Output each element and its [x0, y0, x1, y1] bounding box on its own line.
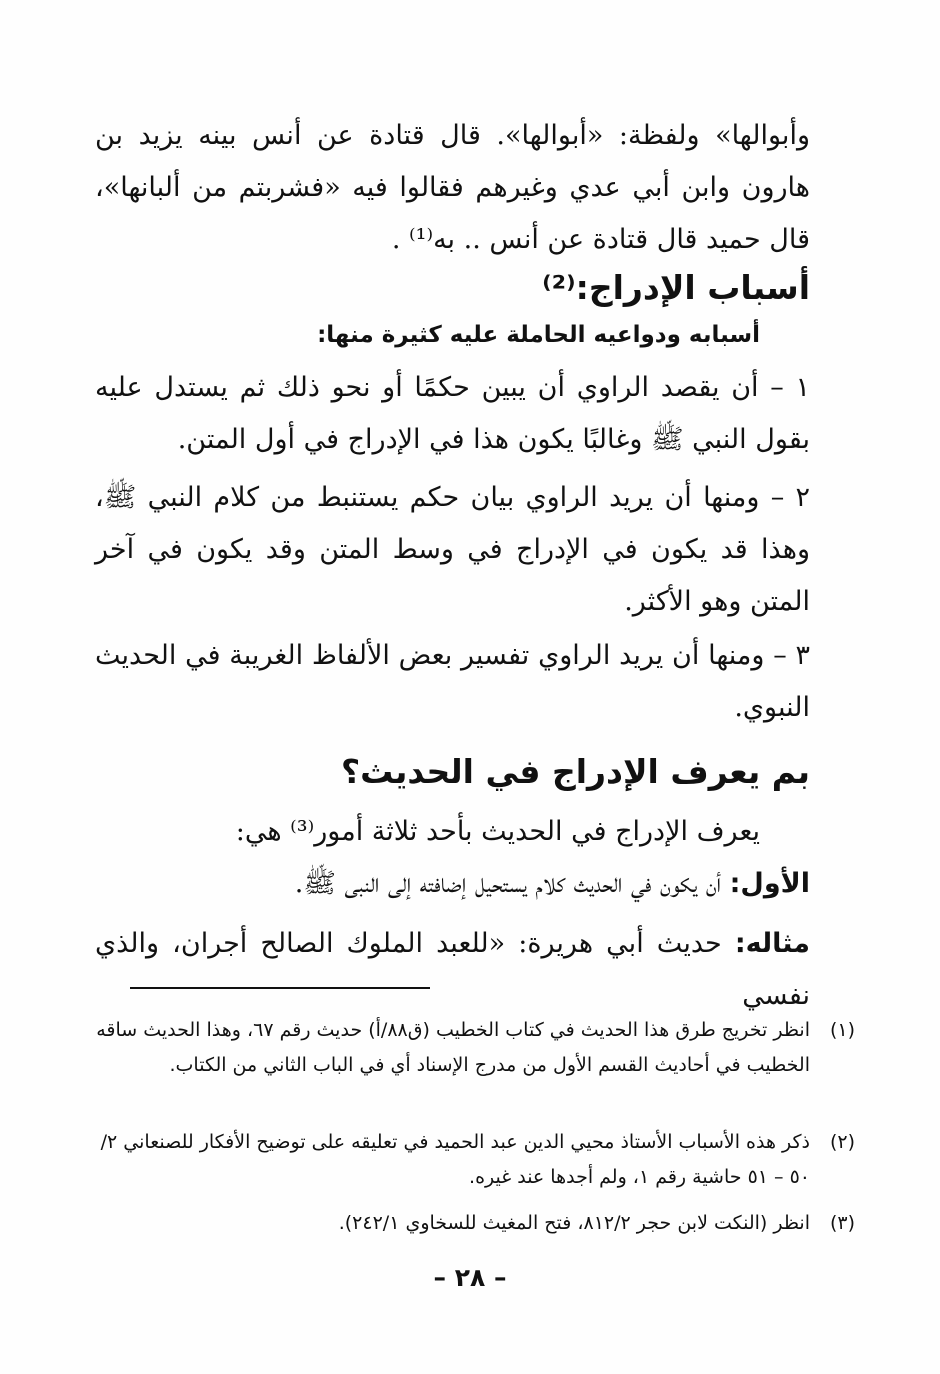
list-item-2: ٢ – ومنها أن يريد الراوي بيان حكم يستنبط من كلام النبي ﷺ، وهذا قد يكون في الإدراج في وسط المتن وقد يكون في آخر المتن وهو الأكثر. [95, 482, 810, 617]
footnote-1-number: (١) [829, 1019, 855, 1041]
footnote-2-number: (٢) [829, 1131, 855, 1153]
example [95, 918, 810, 1022]
footnote-2 [95, 1125, 855, 1195]
list-item-3: ٣ – ومنها أن يريد الراوي تفسير بعض الألفاظ الغريبة في الحديث النبوي. [95, 640, 810, 723]
first-method-text: أن يكون في الحديث كلام يستحيل إضافته إلى النبى ﷺ. [294, 868, 722, 899]
footnote-separator [130, 987, 430, 989]
example-text: حديث أبي هريرة: «للعبد الملوك الصالح أجران، والذي نفسي [95, 928, 810, 1011]
footnote-1-text: انظر تخريج طرق هذا الحديث في كتاب الخطيب (ق٨٨/أ) حديث رقم ٦٧، وهذا الحديث ساقه الخطيب في أحاديث القسم الأول من مدرج الإسناد أي في الباب الثاني من الكتاب. [96, 1019, 810, 1076]
section-intro: يعرف الإدراج في الحديث بأحد ثلاثة أمور⁽³⁾ هي: [235, 816, 760, 847]
footnote-1 [95, 1013, 855, 1083]
footnote-2-text: ذكر هذه الأسباب الأستاذ محيي الدين عبد الحميد في تعليقه على توضيح الأفكار للصنعاني ٢/ ٥٠ – ٥١ حاشية رقم ١، ولم أجدها عند غيره. [100, 1131, 810, 1188]
opening-paragraph: وأبوالها» ولفظة: «أبوالها». قال قتادة عن أنس بينه يزيد بن هارون وابن أبي عدي وغيرهم فقالوا فيه «فشربتم من ألبانها»، قال حميد قال قتادة عن أنس .. به⁽¹⁾ . [95, 120, 810, 255]
footnote-3 [95, 1206, 855, 1241]
footnote-3-number: (٣) [829, 1212, 855, 1234]
first-method [95, 858, 810, 910]
section-heading-identify: بم يعرف الإدراج في الحديث؟ [340, 752, 810, 791]
first-method-lead: الأول: [729, 868, 810, 899]
section-heading-causes: أسباب الإدراج:⁽²⁾ [542, 268, 810, 307]
page-number: – ٢٨ – [433, 1263, 507, 1292]
section-subheading: أسبابه ودواعيه الحاملة عليه كثيرة منها: [317, 322, 760, 348]
example-lead: مثاله: [734, 928, 810, 959]
list-item-1: ١ – أن يقصد الراوي أن يبين حكمًا أو نحو ذلك ثم يستدل عليه بقول النبي ﷺ وغالبًا يكون هذا في الإدراج في أول المتن. [95, 372, 810, 455]
footnote-3-text: انظر (النكت لابن حجر ٨١٢/٢، فتح المغيث للسخاوي ٢٤٢/١). [338, 1212, 810, 1234]
